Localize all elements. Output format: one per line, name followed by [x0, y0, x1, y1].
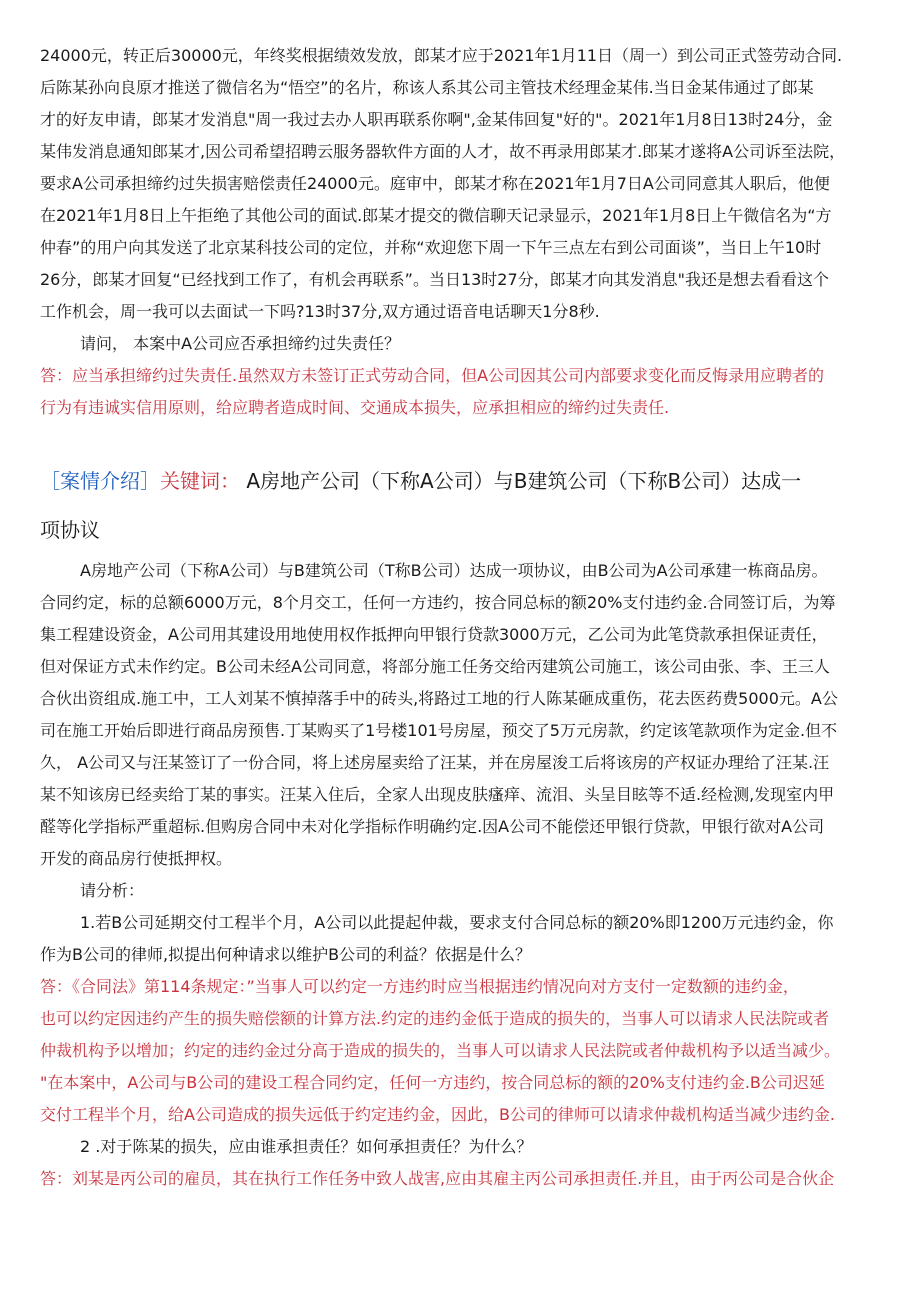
paragraph-line: 要求A公司承担缔约过失损害赔偿责任24000元。庭审中，郎某才称在2021年1月7日A公司同意其人职后，他便 [40, 174, 830, 193]
paragraph-line: 仲春”的用户向其发送了北京某科技公司的定位，并称“欢迎您下周一下午三点左右到公司面谈”，当日上午10时 [40, 238, 822, 257]
paragraph-line: 合同约定，标的总额6000万元，8个月交工，任何一方违约，按合同总标的额20%支付违约金.合同签订后，为筹 [40, 593, 836, 612]
answer-1 [40, 360, 888, 424]
answer-line: 答：《合同法》第114条规定：”当事人可以约定一方违约时应当根据违约情况向对方支付一定数额的违约金， [40, 977, 799, 996]
analyze-label: 请分析： [80, 881, 145, 900]
paragraph-line: 但对保证方式未作约定。B公司未经A公司同意，将部分施工任务交给丙建筑公司施工，该公司由张、李、王三人 [40, 657, 830, 676]
answer-2 [40, 971, 888, 1131]
document-page [40, 40, 888, 1195]
answer-line: 行为有违诚实信用原则，给应聘者造成时间、交通成本损失，应承担相应的缔约过失责任. [40, 398, 670, 417]
question-1: 请问， 本案中A公司应否承担缔约过失责任？ [80, 334, 401, 353]
question-2-1 [40, 907, 888, 971]
heading-line-1 [40, 457, 888, 506]
answer-line: 仲裁机构予以增加；约定的违约金过分高于造成的损失的，当事人可以请求人民法院或者仲裁机构予以适当减少。 [40, 1041, 841, 1060]
paragraph-line: A房地产公司（下称A公司）与B建筑公司（T称B公司）达成一项协议，由B公司为A公司承建一栋商品房。 [80, 561, 828, 580]
case-narrative-1 [40, 40, 888, 328]
answer-line: 交付工程半个月，给A公司造成的损失远低于约定违约金，因此，B公司的律师可以请求仲裁机构适当减少违约金. [40, 1105, 836, 1124]
heading-line-2: 项协议 [40, 518, 100, 542]
paragraph-line: 26分，郎某才回复“已经找到工作了，有机会再联系”。当日13时27分，郎某才向其发消息"我还是想去看看这个 [40, 270, 830, 289]
question-2-2: 2 .对于陈某的损失，应由谁承担责任？如何承担责任？为什么？ [80, 1137, 533, 1156]
paragraph-line: 某伟发消息通知郎某才,因公司希望招聘云服务器软件方面的人才，故不再录用郎某才.郎某才遂将A公司诉至法院， [40, 142, 846, 161]
paragraph-line: 醛等化学指标严重超标.但购房合同中未对化学指标作明确约定.因A公司不能偿还甲银行贷款，甲银行欲对A公司 [40, 817, 825, 836]
case-intro-bracket: ［案情介绍］ [40, 469, 160, 493]
paragraph-line: 合伙出资组成.施工中，工人刘某不慎掉落手中的砖头,将路过工地的行人陈某砸成重伤，花去医药费5000元。A公 [40, 689, 838, 708]
paragraph-line: 才的好友申请，郎某才发消息"周一我过去办人职再联系你啊",金某伟回复"好的"。2021年1月8日13时24分，金 [40, 110, 833, 129]
question-line: 1.若B公司延期交付工程半个月，A公司以此提起仲裁，要求支付合同总标的额20%即1200万元违约金，你 [80, 913, 834, 932]
paragraph-line: 工作机会，周一我可以去面试一下吗?13时37分,双方通过语音电话聊天1分8秒. [40, 302, 600, 321]
paragraph-line: 司在施工开始后即进行商品房预售.丁某购买了1号楼101号房屋，预交了5万元房款，约定该笔款项作为定金.但不 [40, 721, 838, 740]
section-gap [40, 424, 888, 457]
question-line: 作为B公司的律师,拟提出何种请求以维护B公司的利益？依据是什么？ [40, 945, 532, 964]
paragraph-line: 在2021年1月8日上午拒绝了其他公司的面试.郎某才提交的微信聊天记录显示，2021年1月8日上午微信名为“方 [40, 206, 832, 225]
heading-title: A房地产公司（下称A公司）与B建筑公司（下称B公司）达成一 [240, 469, 802, 493]
case-narrative-2 [40, 555, 888, 875]
answer-line: "在本案中，A公司与B公司的建设工程合同约定，任何一方违约，按合同总标的额的20%支付违约金.B公司迟延 [40, 1073, 825, 1092]
paragraph-line: 24000元，转正后30000元，年终奖根据绩效发放，郎某才应于2021年1月11日（周一）到公司正式签劳动合同. [40, 46, 843, 65]
paragraph-line: 某不知该房已经卖给丁某的事实。汪某入住后，全家人出现皮肤瘙痒、流泪、头呈目眩等不适.经检测,发现室内甲 [40, 785, 835, 804]
paragraph-line: 后陈某孙向良原才推送了微信名为“悟空”的名片，称该人系其公司主管技术经理金某伟.当日金某伟通过了郎某 [40, 78, 814, 97]
answer-3 [40, 1163, 888, 1195]
answer-line: 也可以约定因违约产生的损失赔偿额的计算方法.约定的违约金低于造成的损失的，当事人可以请求人民法院或者 [40, 1009, 830, 1028]
answer-line: 答：刘某是丙公司的雇员，其在执行工作任务中致人战害,应由其雇主丙公司承担责任.并且，由于丙公司是合伙企 [40, 1169, 835, 1188]
keyword-label: 关键词： [160, 469, 240, 493]
paragraph-line: 久， A公司又与汪某签订了一份合同，将上述房屋卖给了汪某，并在房屋浚工后将该房的产权证办理给了汪某.汪 [40, 753, 830, 772]
paragraph-line: 集工程建设资金，A公司用其建设用地使用权作抵押向甲银行贷款3000万元，乙公司为此笔贷款承担保证责任， [40, 625, 828, 644]
answer-line: 答：应当承担缔约过失责任.虽然双方未签订正式劳动合同，但A公司因其公司内部要求变化而反悔录用应聘者的 [40, 366, 825, 385]
case-heading [40, 457, 888, 555]
paragraph-line: 开发的商品房行使抵押权。 [40, 849, 233, 868]
